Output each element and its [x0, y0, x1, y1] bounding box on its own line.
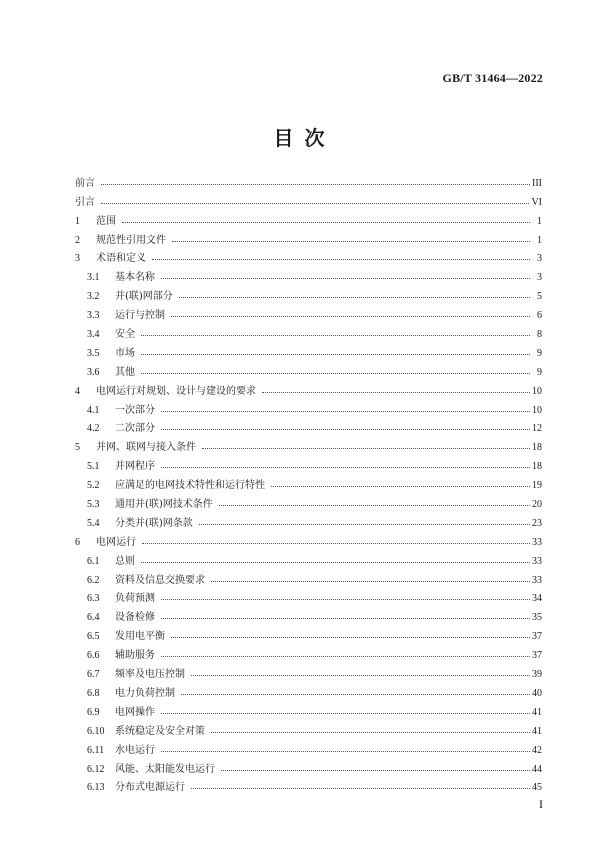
toc-entry-page: III: [532, 177, 542, 189]
toc-dot-leader: [181, 694, 530, 695]
toc-dot-leader: [161, 429, 530, 430]
toc-entry-page: 9: [537, 366, 542, 378]
toc-entry-title: 并网、联网与接入条件: [96, 442, 196, 454]
toc-entry-title: 分布式电源运行: [115, 782, 185, 794]
toc-dot-leader: [161, 411, 530, 412]
toc-dot-leader: [221, 770, 530, 771]
toc-entry-number: 3.4: [87, 329, 100, 341]
toc-entry[interactable]: [75, 529, 542, 548]
toc-entry-title: 负荷预测: [115, 593, 155, 605]
toc-entry[interactable]: [75, 246, 542, 265]
toc-dot-leader: [171, 637, 530, 638]
toc-dot-leader: [202, 448, 530, 449]
toc-entry-number: 6.8: [87, 687, 100, 699]
standard-code: GB/T 31464—2022: [442, 71, 543, 85]
toc-entry[interactable]: [75, 718, 542, 737]
toc-entry-page: 39: [532, 669, 542, 681]
toc-dot-leader: [161, 656, 530, 657]
toc-entry-title: 安全: [115, 329, 135, 341]
toc-entry-number: 6.13: [87, 782, 105, 794]
toc-entry[interactable]: [75, 359, 542, 378]
toc-entry-title: 其他: [115, 366, 135, 378]
toc-entry-title: 发用电平衡: [115, 631, 165, 643]
toc-entry-title: 前言: [75, 177, 95, 189]
toc-entry-page: 35: [532, 612, 542, 624]
toc-entry-page: 3: [537, 253, 542, 265]
toc-entry[interactable]: [75, 699, 542, 718]
toc-entry-number: 6.2: [87, 574, 100, 586]
toc-entry[interactable]: [75, 623, 542, 642]
toc-dot-leader: [271, 486, 530, 487]
toc-entry[interactable]: [75, 283, 542, 302]
toc-entry-number: 3.5: [87, 347, 100, 359]
toc-entry-title: 电网操作: [115, 706, 155, 718]
toc-entry-number: 6.1: [87, 555, 100, 567]
toc-entry[interactable]: [75, 680, 542, 699]
toc-entry-page: 37: [532, 650, 542, 662]
toc-entry-number: 2: [75, 234, 80, 246]
toc-entry-page: 18: [532, 461, 542, 473]
toc-entry-title: 频率及电压控制: [115, 669, 185, 681]
toc-entry[interactable]: [75, 661, 542, 680]
toc-entry-number: 3.6: [87, 366, 100, 378]
toc-entry-page: 18: [532, 442, 542, 454]
toc-entry-page: 5: [537, 291, 542, 303]
toc-entry-number: 1: [75, 215, 80, 227]
toc-entry-title: 运行与控制: [115, 310, 165, 322]
toc-entry-title: 设备检修: [115, 612, 155, 624]
toc-entry[interactable]: [75, 416, 542, 435]
toc-dot-leader: [191, 675, 530, 676]
toc-entry[interactable]: [75, 491, 542, 510]
toc-entry-page: 6: [537, 310, 542, 322]
toc-entry-title: 并(联)网部分: [115, 291, 173, 303]
toc-entry[interactable]: [75, 170, 542, 189]
toc-entry-number: 6.9: [87, 706, 100, 718]
toc-dot-leader: [101, 203, 529, 204]
toc-entry-title: 电力负荷控制: [115, 687, 175, 699]
toc-entry-title: 引言: [75, 196, 95, 208]
toc-dot-leader: [262, 392, 530, 393]
toc-entry-page: 8: [537, 329, 542, 341]
toc-entry-page: 1: [537, 234, 542, 246]
toc-entry-number: 5.1: [87, 461, 100, 473]
toc-entry-title: 电网运行: [96, 536, 136, 548]
toc-entry-title: 水电运行: [115, 744, 155, 756]
page-title: [0, 122, 600, 151]
toc-entry-page: 3: [537, 272, 542, 284]
toc-entry-number: 6.7: [87, 669, 100, 681]
toc-dot-leader: [152, 259, 530, 260]
toc-entry-number: 3.2: [87, 291, 100, 303]
toc-entry-title: 辅助服务: [115, 650, 155, 662]
toc-entry-page: 41: [532, 725, 542, 737]
toc-entry-page: 20: [532, 499, 542, 511]
page-title-text: 目 次: [273, 126, 327, 150]
toc-dot-leader: [141, 373, 530, 374]
toc-entry[interactable]: [75, 567, 542, 586]
toc-dot-leader: [211, 732, 530, 733]
toc-entry-page: 10: [532, 385, 542, 397]
toc-entry[interactable]: [75, 208, 542, 227]
toc-entry-number: 6: [75, 536, 80, 548]
toc-entry-page: 40: [532, 687, 542, 699]
toc-entry-page: 33: [532, 536, 542, 548]
page-number: I: [539, 797, 543, 811]
toc-entry-title: 市场: [115, 347, 135, 359]
toc-entry-number: 5.3: [87, 499, 100, 511]
toc-entry-page: 33: [532, 574, 542, 586]
toc-entry-title: 电网运行对规划、设计与建设的要求: [96, 385, 256, 397]
toc-entry-title: 风能、太阳能发电运行: [115, 763, 215, 775]
toc-entry[interactable]: [75, 227, 542, 246]
toc-entry[interactable]: [75, 510, 542, 529]
toc-entry-number: 6.6: [87, 650, 100, 662]
toc-dot-leader: [122, 222, 530, 223]
toc-entry-page: 33: [532, 555, 542, 567]
toc-dot-leader: [161, 713, 530, 714]
toc-dot-leader: [161, 751, 530, 752]
toc-entry[interactable]: [75, 642, 542, 661]
toc-entry-title: 术语和定义: [96, 253, 146, 265]
toc-entry-title: 应满足的电网技术特性和运行特性: [115, 480, 265, 492]
toc-entry-number: 6.12: [87, 763, 105, 775]
toc-entry-number: 3.3: [87, 310, 100, 322]
toc-dot-leader: [141, 335, 530, 336]
toc-entry[interactable]: [75, 264, 542, 283]
toc-entry-number: 5: [75, 442, 80, 454]
toc-entry-page: 10: [532, 404, 542, 416]
toc-entry-page: 41: [532, 706, 542, 718]
toc-entry-number: 3: [75, 253, 80, 265]
toc-entry-number: 5.4: [87, 517, 100, 529]
toc-dot-leader: [179, 297, 530, 298]
toc-entry-page: 37: [532, 631, 542, 643]
toc-dot-leader: [172, 241, 530, 242]
toc-entry-number: 6.4: [87, 612, 100, 624]
toc-entry-title: 基本名称: [115, 272, 155, 284]
toc-entry-page: 12: [532, 423, 542, 435]
toc-entry-page: VI: [531, 196, 542, 208]
toc-entry-title: 通用并(联)网技术条件: [115, 499, 213, 511]
toc-entry-number: 3.1: [87, 272, 100, 284]
toc-dot-leader: [141, 354, 530, 355]
toc-entry-page: 42: [532, 744, 542, 756]
toc-entry[interactable]: [75, 737, 542, 756]
toc-dot-leader: [142, 543, 530, 544]
toc-dot-leader: [161, 467, 530, 468]
toc-entry[interactable]: [75, 548, 542, 567]
toc-entry-number: 4.1: [87, 404, 100, 416]
toc-entry-number: 4.2: [87, 423, 100, 435]
toc-dot-leader: [141, 562, 530, 563]
toc-entry[interactable]: [75, 189, 542, 208]
toc-entry[interactable]: [75, 302, 542, 321]
toc-entry[interactable]: [75, 321, 542, 340]
toc-entry-page: 1: [537, 215, 542, 227]
toc-entry-number: 5.2: [87, 480, 100, 492]
toc-entry-title: 规范性引用文件: [96, 234, 166, 246]
toc-dot-leader: [101, 184, 530, 185]
toc-entry[interactable]: [75, 756, 542, 775]
toc-entry-page: 23: [532, 517, 542, 529]
toc-entry[interactable]: [75, 434, 542, 453]
toc-entry-number: 6.3: [87, 593, 100, 605]
toc-dot-leader: [161, 618, 530, 619]
toc-entry[interactable]: [75, 397, 542, 416]
toc-dot-leader: [199, 524, 530, 525]
toc-dot-leader: [161, 599, 530, 600]
toc-entry-title: 系统稳定及安全对策: [115, 725, 205, 737]
toc-entry-title: 总则: [115, 555, 135, 567]
toc-dot-leader: [191, 788, 530, 789]
toc-dot-leader: [161, 278, 530, 279]
toc-entry-number: 6.10: [87, 725, 105, 737]
toc-entry-page: 34: [532, 593, 542, 605]
toc-entry-title: 并网程序: [115, 461, 155, 473]
toc-entry-title: 资料及信息交换要求: [115, 574, 205, 586]
toc-entry-page: 45: [532, 782, 542, 794]
toc-entry-number: 4: [75, 385, 80, 397]
toc-entry[interactable]: [75, 453, 542, 472]
toc-dot-leader: [211, 581, 530, 582]
toc-entry-title: 范围: [96, 215, 116, 227]
toc-entry[interactable]: [75, 604, 542, 623]
toc-entry-title: 二次部分: [115, 423, 155, 435]
toc-entry[interactable]: [75, 586, 542, 605]
toc-entry[interactable]: [75, 378, 542, 397]
toc-entry[interactable]: [75, 340, 542, 359]
toc-entry-page: 19: [532, 480, 542, 492]
toc-dot-leader: [219, 505, 530, 506]
toc-entry-page: 9: [537, 347, 542, 359]
toc-entry-number: 6.11: [87, 744, 105, 756]
toc-entry-number: 6.5: [87, 631, 100, 643]
table-of-contents: [75, 170, 542, 793]
toc-entry-title: 一次部分: [115, 404, 155, 416]
toc-entry-page: 44: [532, 763, 542, 775]
toc-entry[interactable]: [75, 775, 542, 794]
toc-entry-title: 分类并(联)网条款: [115, 517, 193, 529]
toc-dot-leader: [171, 316, 530, 317]
toc-entry[interactable]: [75, 472, 542, 491]
